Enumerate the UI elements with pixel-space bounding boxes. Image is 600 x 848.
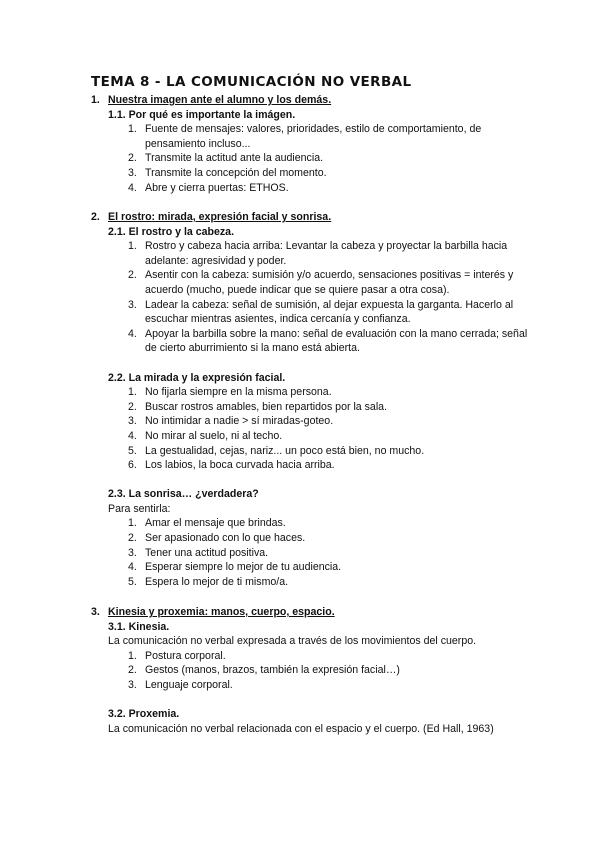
section-heading (91, 605, 531, 620)
subsection-title: 3.1. Kinesia. (108, 620, 170, 633)
list-item: 1. No fijarla siempre en la misma persona. (128, 386, 332, 399)
list-item: 3. Lenguaje corporal. (128, 678, 233, 691)
subsection-title: 1.1. Por qué es importante la imágen. (108, 108, 296, 121)
list-item: 4. Esperar siempre lo mejor de tu audiencia. (128, 561, 342, 574)
list-item: 2. Ser apasionado con lo que haces. (128, 532, 306, 545)
list-item: 3. No intimidar a nadie > sí miradas-goteo. (128, 415, 334, 428)
list-item: 3. Ladear la cabeza: señal de sumisión, al dejar expuesta la garganta. Hacerlo al escuchar mientras asientes, indica cercanía y confianza. (128, 298, 514, 326)
section-heading (91, 210, 531, 225)
section-3 (91, 605, 531, 736)
section-2 (91, 210, 531, 589)
list-item: 1. Postura corporal. (128, 649, 226, 662)
section-heading (91, 93, 531, 108)
list-item: 3. Transmite la concepción del momento. (128, 166, 327, 179)
list-item: 2. Gestos (manos, brazos, también la expresión facial…) (128, 664, 400, 677)
subsection-title: 2.1. El rostro y la cabeza. (108, 225, 235, 238)
list-item: 6. Los labios, la boca curvada hacia arriba. (128, 459, 335, 472)
list-item: 1. Fuente de mensajes: valores, prioridades, estilo de comportamiento, de pensamiento incluso... (128, 123, 482, 150)
list-item: 2. Transmite la actitud ante la audiencia. (128, 152, 324, 165)
section-title: El rostro: mirada, expresión facial y sonrisa. (108, 211, 332, 223)
numbered-list (128, 122, 531, 195)
list-item: 4. Apoyar la barbilla sobre la mano: señal de evaluación con la mano cerrada; señal de cierto aburrimiento si la mano está abierta. (128, 327, 528, 355)
list-item: 3. Tener una actitud positiva. (128, 546, 269, 559)
document-title: TEMA 8 - LA COMUNICACIÓN NO VERBAL (91, 74, 412, 90)
numbered-list (128, 239, 531, 356)
section-number: 1. (91, 94, 100, 106)
numbered-list (128, 385, 531, 473)
section-title: Nuestra imagen ante el alumno y los demás. (108, 94, 332, 106)
subsection-title: 2.3. La sonrisa… ¿verdadera? (108, 488, 259, 501)
list-item: 1. Rostro y cabeza hacia arriba: Levantar la cabeza y proyectar la barbilla hacia adelante: agresividad y poder. (128, 240, 508, 267)
list-item: 4. No mirar al suelo, ni al techo. (128, 429, 283, 442)
subsection-intro: La comunicación no verbal expresada a través de los movimientos del cuerpo. (108, 635, 477, 648)
section-1 (91, 93, 531, 195)
list-item: 5. La gestualidad, cejas, nariz... un poco está bien, no mucho. (128, 444, 425, 457)
section-number: 2. (91, 211, 100, 223)
subsection-title: 2.2. La mirada y la expresión facial. (108, 371, 286, 384)
section-title: Kinesia y proxemia: manos, cuerpo, espacio. (108, 606, 335, 618)
list-item: 2. Buscar rostros amables, bien repartidos por la sala. (128, 400, 388, 413)
subsection-intro: La comunicación no verbal relacionada con el espacio y el cuerpo. (Ed Hall, 1963) (108, 722, 494, 735)
section-number: 3. (91, 606, 100, 618)
numbered-list (128, 516, 531, 589)
subsection-title: 3.2. Proxemia. (108, 708, 180, 721)
list-item: 4. Abre y cierra puertas: ETHOS. (128, 181, 289, 194)
numbered-list (128, 649, 531, 693)
list-item: 2. Asentir con la cabeza: sumisión y/o acuerdo, sensaciones positivas = interés y acuerdo (mucho, puede indicar que se quiere pasar a otra cosa). (128, 269, 514, 296)
list-item: 5. Espera lo mejor de ti mismo/a. (128, 575, 289, 588)
list-item: 1. Amar el mensaje que brindas. (128, 517, 286, 530)
subsection-intro: Para sentirla: (108, 502, 171, 515)
